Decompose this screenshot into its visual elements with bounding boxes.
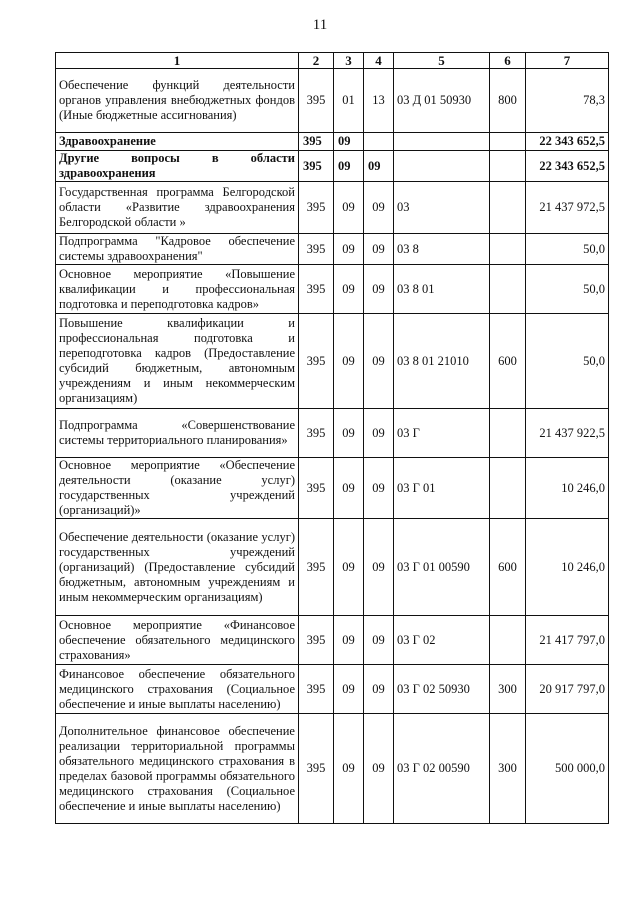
row-code-section: 09 bbox=[334, 458, 364, 519]
row-code-admin: 395 bbox=[299, 519, 334, 616]
row-code-expense-type bbox=[490, 234, 526, 265]
table-row bbox=[56, 409, 609, 458]
row-name: Подпрограмма «Совершенствование системы территориального планирования» bbox=[56, 409, 299, 458]
table-row bbox=[56, 714, 609, 824]
row-code-subsection: 09 bbox=[364, 616, 394, 665]
row-code-subsection: 09 bbox=[364, 519, 394, 616]
row-name: Обеспечение функций деятельности органов управления внебюджетных фондов (Иные бюджетные ассигнования) bbox=[56, 69, 299, 133]
row-amount: 21 417 797,0 bbox=[526, 616, 609, 665]
row-code-admin: 395 bbox=[299, 182, 334, 234]
row-code-expense-type: 800 bbox=[490, 69, 526, 133]
row-code-target: 03 bbox=[394, 182, 490, 234]
row-code-expense-type: 600 bbox=[490, 314, 526, 409]
row-code-target: 03 Г 01 00590 bbox=[394, 519, 490, 616]
row-code-subsection bbox=[364, 133, 394, 151]
table-row bbox=[56, 69, 609, 133]
row-name: Государственная программа Белгородской области «Развитие здравоохранения Белгородской области » bbox=[56, 182, 299, 234]
table-row bbox=[56, 182, 609, 234]
header-col-4: 4 bbox=[364, 53, 394, 69]
row-code-subsection: 09 bbox=[364, 234, 394, 265]
row-code-section: 09 bbox=[334, 265, 364, 314]
row-code-subsection: 09 bbox=[364, 265, 394, 314]
row-code-admin: 395 bbox=[299, 69, 334, 133]
row-code-section: 01 bbox=[334, 69, 364, 133]
table-row bbox=[56, 265, 609, 314]
row-code-admin: 395 bbox=[299, 665, 334, 714]
table-row bbox=[56, 314, 609, 409]
row-amount: 21 437 972,5 bbox=[526, 182, 609, 234]
table-row bbox=[56, 519, 609, 616]
row-code-target: 03 Г 02 bbox=[394, 616, 490, 665]
row-code-target: 03 Г bbox=[394, 409, 490, 458]
row-code-admin: 395 bbox=[299, 458, 334, 519]
budget-table bbox=[55, 52, 609, 824]
row-code-subsection: 09 bbox=[364, 182, 394, 234]
row-amount: 10 246,0 bbox=[526, 519, 609, 616]
row-code-subsection: 09 bbox=[364, 458, 394, 519]
table-row bbox=[56, 616, 609, 665]
row-code-admin: 395 bbox=[299, 151, 334, 182]
table-body bbox=[56, 69, 609, 824]
row-amount: 22 343 652,5 bbox=[526, 133, 609, 151]
row-code-target: 03 8 01 bbox=[394, 265, 490, 314]
row-code-subsection: 13 bbox=[364, 69, 394, 133]
row-code-section: 09 bbox=[334, 234, 364, 265]
row-name: Основное мероприятие «Повышение квалификации и профессиональная подготовка и переподготовка кадров» bbox=[56, 265, 299, 314]
row-name: Подпрограмма "Кадровое обеспечение системы здравоохранения" bbox=[56, 234, 299, 265]
header-col-1: 1 bbox=[56, 53, 299, 69]
row-code-section: 09 bbox=[334, 665, 364, 714]
row-code-target bbox=[394, 133, 490, 151]
row-code-subsection: 09 bbox=[364, 151, 394, 182]
row-code-expense-type: 600 bbox=[490, 519, 526, 616]
row-code-admin: 395 bbox=[299, 265, 334, 314]
row-code-section: 09 bbox=[334, 182, 364, 234]
row-amount: 22 343 652,5 bbox=[526, 151, 609, 182]
row-amount: 20 917 797,0 bbox=[526, 665, 609, 714]
row-amount: 10 246,0 bbox=[526, 458, 609, 519]
header-col-5: 5 bbox=[394, 53, 490, 69]
row-name: Дополнительное финансовое обеспечение реализации территориальной программы обязательного медицинского страхования в пределах базовой программы обязательного медицинского страхования (Социальное обеспечение и иные выплаты населению) bbox=[56, 714, 299, 824]
row-name: Обеспечение деятельности (оказание услуг) государственных учреждений (организаций) (Предоставление субсидий бюджетным, автономным учреждениям и иным некоммерческим организациям) bbox=[56, 519, 299, 616]
row-code-expense-type bbox=[490, 409, 526, 458]
page-number: 11 bbox=[312, 17, 328, 33]
row-code-expense-type: 300 bbox=[490, 714, 526, 824]
row-code-target: 03 Г 02 00590 bbox=[394, 714, 490, 824]
row-code-target: 03 Д 01 50930 bbox=[394, 69, 490, 133]
table-row bbox=[56, 458, 609, 519]
row-code-target: 03 Г 02 50930 bbox=[394, 665, 490, 714]
row-name: Повышение квалификации и профессиональная подготовка и переподготовка кадров (Предоставление субсидий бюджетным, автономным учреждениям и иным некоммерческим организациям) bbox=[56, 314, 299, 409]
row-code-subsection: 09 bbox=[364, 665, 394, 714]
row-amount: 78,3 bbox=[526, 69, 609, 133]
row-code-section: 09 bbox=[334, 133, 364, 151]
row-name: Основное мероприятие «Финансовое обеспечение обязательного медицинского страхования» bbox=[56, 616, 299, 665]
row-code-admin: 395 bbox=[299, 409, 334, 458]
row-name: Финансовое обеспечение обязательного медицинского страхования (Социальное обеспечение и иные выплаты населению) bbox=[56, 665, 299, 714]
row-code-admin: 395 bbox=[299, 234, 334, 265]
table-row bbox=[56, 133, 609, 151]
row-code-target: 03 Г 01 bbox=[394, 458, 490, 519]
row-amount: 50,0 bbox=[526, 265, 609, 314]
row-code-admin: 395 bbox=[299, 616, 334, 665]
header-col-6: 6 bbox=[490, 53, 526, 69]
row-code-admin: 395 bbox=[299, 714, 334, 824]
row-name: Здравоохранение bbox=[56, 133, 299, 151]
row-code-target: 03 8 01 21010 bbox=[394, 314, 490, 409]
row-code-admin: 395 bbox=[299, 314, 334, 409]
table-row bbox=[56, 665, 609, 714]
row-code-expense-type bbox=[490, 133, 526, 151]
table-row bbox=[56, 234, 609, 265]
row-code-section: 09 bbox=[334, 519, 364, 616]
row-code-section: 09 bbox=[334, 409, 364, 458]
row-code-target: 03 8 bbox=[394, 234, 490, 265]
row-code-expense-type: 300 bbox=[490, 665, 526, 714]
header-col-7: 7 bbox=[526, 53, 609, 69]
row-name: Другие вопросы в области здравоохранения bbox=[56, 151, 299, 182]
row-name: Основное мероприятие «Обеспечение деятельности (оказание услуг) государственных учреждений (организаций)» bbox=[56, 458, 299, 519]
row-code-subsection: 09 bbox=[364, 714, 394, 824]
header-col-2: 2 bbox=[299, 53, 334, 69]
row-code-subsection: 09 bbox=[364, 314, 394, 409]
row-code-expense-type bbox=[490, 265, 526, 314]
row-amount: 50,0 bbox=[526, 314, 609, 409]
row-amount: 21 437 922,5 bbox=[526, 409, 609, 458]
row-code-subsection: 09 bbox=[364, 409, 394, 458]
table-row bbox=[56, 151, 609, 182]
row-code-section: 09 bbox=[334, 151, 364, 182]
row-code-section: 09 bbox=[334, 714, 364, 824]
row-code-expense-type bbox=[490, 182, 526, 234]
row-code-section: 09 bbox=[334, 616, 364, 665]
row-amount: 500 000,0 bbox=[526, 714, 609, 824]
row-code-admin: 395 bbox=[299, 133, 334, 151]
row-amount: 50,0 bbox=[526, 234, 609, 265]
row-code-section: 09 bbox=[334, 314, 364, 409]
row-code-target bbox=[394, 151, 490, 182]
row-code-expense-type bbox=[490, 458, 526, 519]
row-code-expense-type bbox=[490, 616, 526, 665]
row-code-expense-type bbox=[490, 151, 526, 182]
table-header-row bbox=[56, 53, 609, 69]
header-col-3: 3 bbox=[334, 53, 364, 69]
